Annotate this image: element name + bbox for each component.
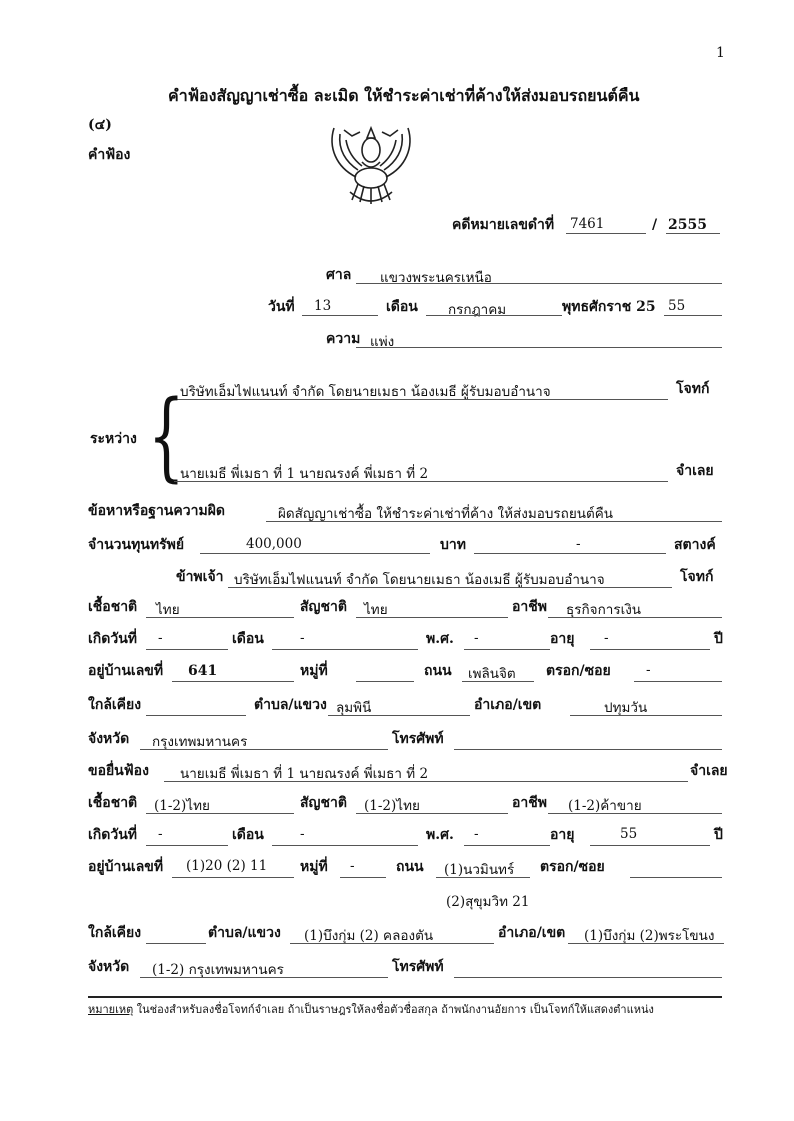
df-moo-label: หมู่ที่ xyxy=(300,859,328,875)
between-label: ระหว่าง xyxy=(90,431,137,447)
pl-age-label: อายุ xyxy=(550,631,575,647)
baht-label: บาท xyxy=(440,537,466,553)
footnote-label: หมายเหตุ xyxy=(88,1003,134,1016)
plaintiff-role: โจทก์ xyxy=(676,381,710,397)
df-occupation: (1-2)ค้าขาย xyxy=(568,798,642,814)
pl-province: กรุงเทพมหานคร xyxy=(152,734,248,750)
pl-nationality: ไทย xyxy=(364,602,388,618)
amount-satang: - xyxy=(576,536,581,552)
df-district: (1)บึงกุ่ม (2)พระโขนง xyxy=(584,928,715,944)
case-separator: / xyxy=(652,217,658,233)
df-intro-label: ขอยื่นฟ้อง xyxy=(88,763,149,779)
pl-age: - xyxy=(604,630,609,646)
df-house: (1)20 (2) 11 xyxy=(186,858,268,874)
page-number: 1 xyxy=(716,45,725,61)
form-code: (๔) xyxy=(88,117,112,133)
pl-house: 641 xyxy=(188,663,218,679)
charge-label: ข้อหาหรือฐานความผิด xyxy=(88,503,225,519)
df-road-2: (2)สุขุมวิท 21 xyxy=(446,894,530,910)
df-birth-year: - xyxy=(474,826,479,842)
df-race-label: เชื้อชาติ xyxy=(88,795,138,811)
amount-baht: 400,000 xyxy=(246,536,302,552)
df-nationality: (1-2)ไทย xyxy=(364,798,420,814)
df-house-label: อยู่บ้านเลขที่ xyxy=(88,859,164,875)
pl-soi: - xyxy=(646,662,651,678)
matter-value: แพ่ง xyxy=(370,334,395,350)
df-name: นายเมธี พี่เมธา ที่ 1 นายณรงค์ พี่เมธา ที่ 2 xyxy=(180,766,429,782)
df-role: จำเลย xyxy=(690,763,728,779)
footnote-text: ในช่องสำหรับลงชื่อโจทก์จำเลย ถ้าเป็นราษฎรให้ลงชื่อตัวชื่อสกุล ถ้าพนักงานอัยการ เป็นโจทก์ให้แสดงตำแหน่ง xyxy=(133,1003,654,1016)
df-district-label: อำเภอ/เขต xyxy=(498,925,566,941)
date-year: 55 xyxy=(668,298,686,314)
pl-district: ปทุมวัน xyxy=(604,700,648,716)
pl-road-label: ถนน xyxy=(424,663,452,679)
pl-race: ไทย xyxy=(156,602,180,618)
df-phone-label: โทรศัพท์ xyxy=(392,959,444,975)
df-province-label: จังหวัด xyxy=(88,959,130,975)
pl-road: เพลินจิต xyxy=(468,666,516,682)
pl-province-label: จังหวัด xyxy=(88,731,130,747)
date-month-label: เดือน xyxy=(386,299,418,315)
charge-value: ผิดสัญญาเช่าซื้อ ให้ชำระค่าเช่าที่ค้าง ให้ส่งมอบรถยนต์คืน xyxy=(278,506,614,522)
defendant-role: จำเลย xyxy=(676,463,714,479)
defendant-name: นายเมธี พี่เมธา ที่ 1 นายณรงค์ พี่เมธา ที่ 2 xyxy=(180,466,429,482)
court-value: แขวงพระนครเหนือ xyxy=(380,270,492,286)
pl-race-label: เชื้อชาติ xyxy=(88,599,138,615)
df-birth-month-label: เดือน xyxy=(232,827,264,843)
pl-intro-label: ข้าพเจ้า xyxy=(176,569,224,585)
df-occupation-label: อาชีพ xyxy=(512,795,547,811)
pl-birth-year: - xyxy=(474,630,479,646)
satang-label: สตางค์ xyxy=(674,537,716,553)
form-name: คำฟ้อง xyxy=(88,147,131,163)
df-race: (1-2)ไทย xyxy=(154,798,210,814)
df-birth-month: - xyxy=(300,826,305,842)
pl-soi-label: ตรอก/ซอย xyxy=(546,663,611,679)
df-road-label: ถนน xyxy=(396,859,424,875)
pl-phone-label: โทรศัพท์ xyxy=(392,731,444,747)
pl-occupation: ธุรกิจการเงิน xyxy=(566,602,642,618)
df-near-label: ใกล้เคียง xyxy=(88,925,142,941)
df-nationality-label: สัญชาติ xyxy=(300,795,347,811)
brace-symbol: { xyxy=(148,380,185,492)
amount-label: จำนวนทุนทรัพย์ xyxy=(88,537,185,553)
pl-birth-month-label: เดือน xyxy=(232,631,264,647)
pl-birth-day: - xyxy=(158,630,163,646)
pl-nationality-label: สัญชาติ xyxy=(300,599,347,615)
case-number: 7461 xyxy=(570,216,605,232)
matter-label: ความ xyxy=(326,331,361,347)
pl-name: บริษัทเอ็มไฟแนนท์ จำกัด โดยนายเมธา น้องเมธี ผู้รับมอบอำนาจ xyxy=(234,572,605,588)
case-number-label: คดีหมายเลขดำที่ xyxy=(452,217,555,233)
garuda-emblem-icon xyxy=(326,122,416,207)
date-day-label: วันที่ xyxy=(268,299,295,315)
footnote xyxy=(88,1002,654,1018)
df-moo: - xyxy=(350,858,355,874)
pl-subdistrict: ลุมพินี xyxy=(336,700,372,716)
df-soi-label: ตรอก/ซอย xyxy=(540,859,605,875)
document-title: คำฟ้องสัญญาเช่าซื้อ ละเมิด ให้ชำระค่าเช่าที่ค้างให้ส่งมอบรถยนต์คืน xyxy=(168,86,640,105)
date-day: 13 xyxy=(314,298,332,314)
plaintiff-name: บริษัทเอ็มไฟแนนท์ จำกัด โดยนายเมธา น้องเมธี ผู้รับมอบอำนาจ xyxy=(180,384,551,400)
pl-house-label: อยู่บ้านเลขที่ xyxy=(88,663,164,679)
df-province: (1-2) กรุงเทพมหานคร xyxy=(152,962,284,978)
pl-occupation-label: อาชีพ xyxy=(512,599,547,615)
pl-birth-year-label: พ.ศ. xyxy=(426,631,454,647)
df-subdistrict: (1)บึงกุ่ม (2) คลองตัน xyxy=(304,928,434,944)
pl-subdistrict-label: ตำบล/แขวง xyxy=(254,697,327,713)
footer-divider xyxy=(88,996,722,998)
pl-role: โจทก์ xyxy=(680,569,714,585)
df-subdistrict-label: ตำบล/แขวง xyxy=(208,925,281,941)
court-label: ศาล xyxy=(326,267,352,283)
date-month: กรกฎาคม xyxy=(448,302,507,318)
df-road: (1)นวมินทร์ xyxy=(444,862,515,878)
pl-birth-month: - xyxy=(300,630,305,646)
df-age-label: อายุ xyxy=(550,827,575,843)
pl-near-label: ใกล้เคียง xyxy=(88,697,142,713)
df-age-unit: ปี xyxy=(714,827,723,843)
df-birth-year-label: พ.ศ. xyxy=(426,827,454,843)
pl-age-unit: ปี xyxy=(714,631,723,647)
pl-moo-label: หมู่ที่ xyxy=(300,663,328,679)
case-year: 2555 xyxy=(668,217,707,233)
pl-district-label: อำเภอ/เขต xyxy=(474,697,542,713)
df-age: 55 xyxy=(620,826,638,842)
pl-birth-day-label: เกิดวันที่ xyxy=(88,631,138,647)
df-birth-day-label: เกิดวันที่ xyxy=(88,827,138,843)
df-birth-day: - xyxy=(158,826,163,842)
date-year-label: พุทธศักราช 25 xyxy=(562,299,656,315)
